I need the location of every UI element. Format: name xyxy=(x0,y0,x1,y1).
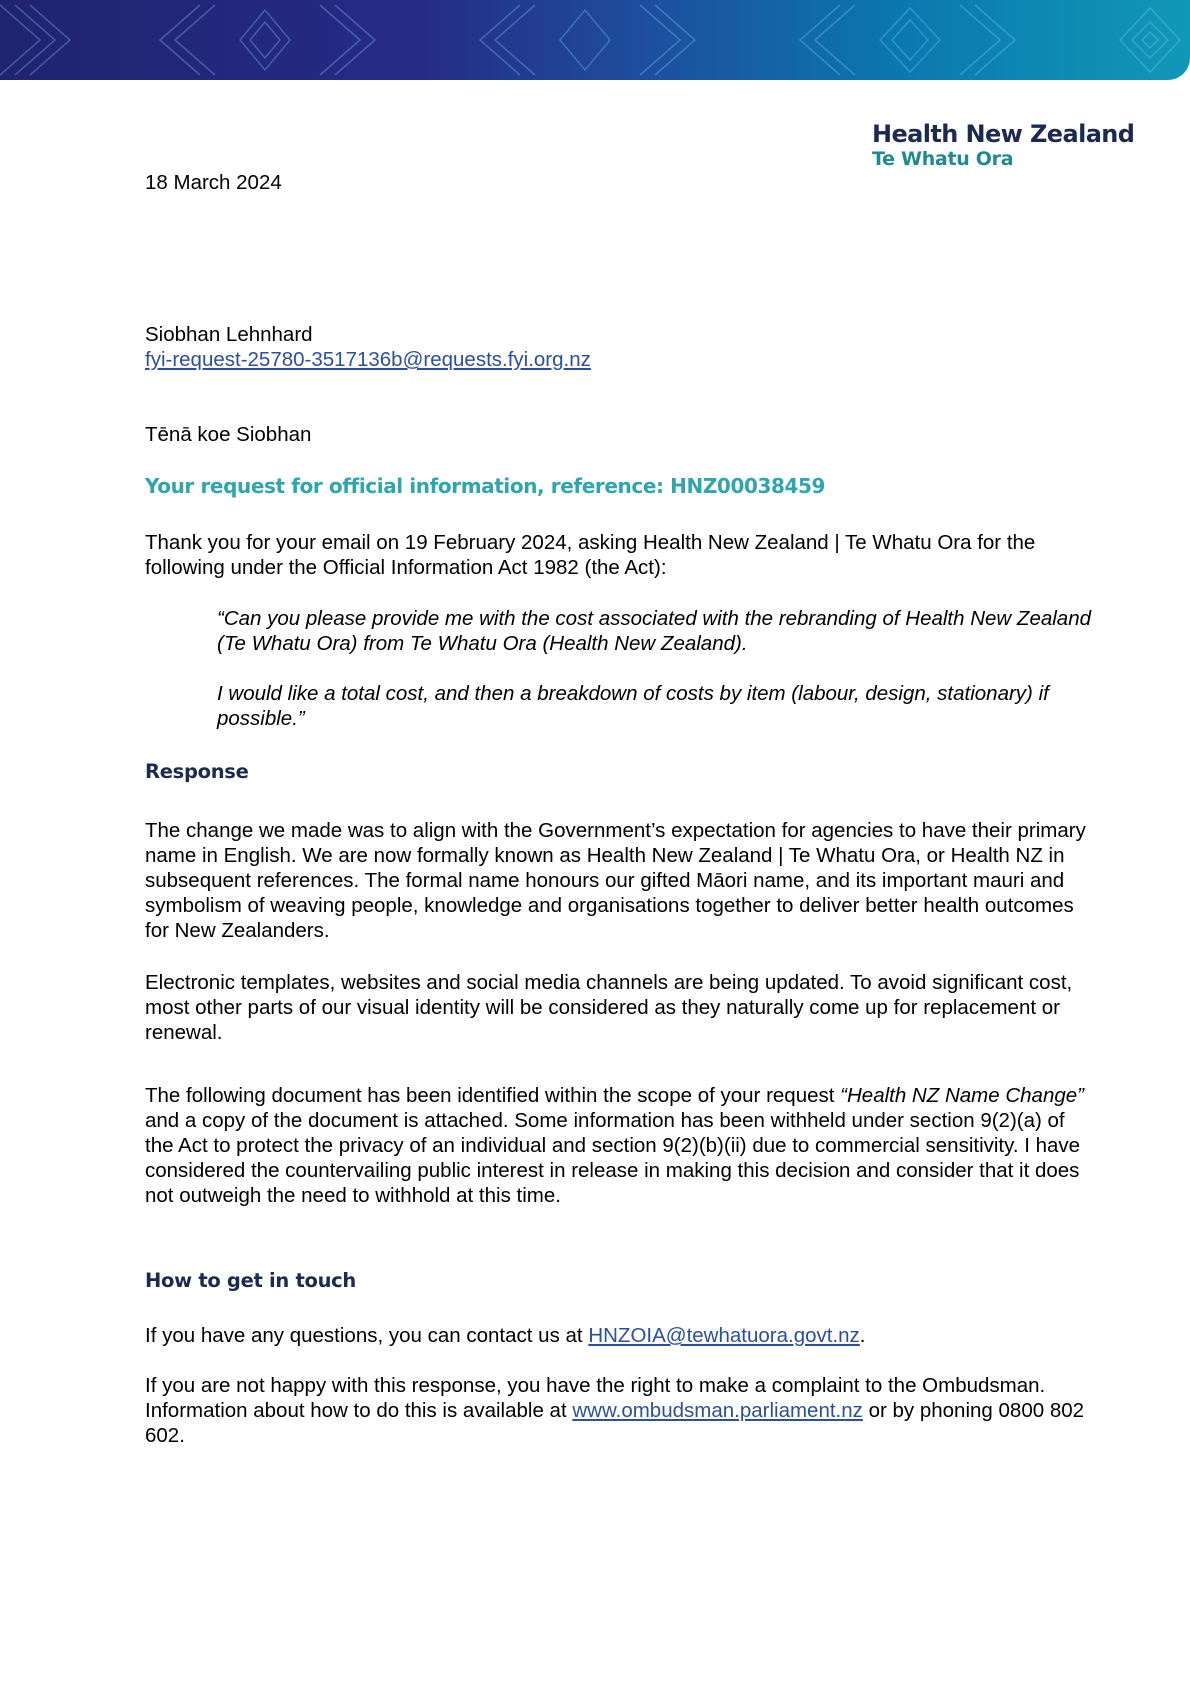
ombudsman-text-end: or by phoning 0800 802 602. xyxy=(145,1399,1085,1447)
ombudsman-link[interactable]: www.ombudsman.parliament.nz xyxy=(572,1399,863,1422)
recipient-email-link[interactable]: fyi-request-25780-3517136b@requests.fyi.org.nz xyxy=(145,348,591,371)
response-paragraph-3 xyxy=(145,1083,1090,1208)
contact-paragraph-1 xyxy=(145,1323,1105,1348)
intro-paragraph: Thank you for your email on 19 February 2024, asking Health New Zealand | Te Whatu Ora for the following under the Official Information Act 1982 (the Act): xyxy=(145,531,1036,579)
ombudsman-text: If you are not happy with this response, you have the right to make a complaint to the Ombudsman. Information about how to do this is available at xyxy=(145,1374,1046,1422)
logo-title: Health New Zealand xyxy=(872,120,1135,148)
greeting: Tēnā koe Siobhan xyxy=(145,423,312,446)
subject-heading: Your request for official information, reference: HNZ00038459 xyxy=(145,474,826,498)
letter-date: 18 March 2024 xyxy=(145,171,282,194)
response-heading: Response xyxy=(145,760,249,783)
health-nz-logo xyxy=(872,120,1134,170)
oia-email-link[interactable]: HNZOIA@tewhatuora.govt.nz xyxy=(588,1324,860,1347)
contact-heading: How to get in touch xyxy=(145,1269,357,1292)
logo-subtitle: Te Whatu Ora xyxy=(872,148,1014,170)
woven-pattern-icon xyxy=(0,0,1190,80)
response-p3-text-rest: and a copy of the document is attached. Some information has been withheld under section 9(2)(a) of the Act to protect the privacy of an individual and section 9(2)(b)(ii) due to commercial sensitivity. I have considered the countervailing public interest in release in making this decision and consider that it does not outweigh the need to withhold at this time. xyxy=(145,1109,1081,1207)
response-p3-text: The following document has been identified within the scope of your request xyxy=(145,1084,841,1107)
contact-text-end: . xyxy=(859,1324,866,1347)
quote-paragraph-2: I would like a total cost, and then a breakdown of costs by item (labour, design, stationary) if possible.” xyxy=(217,682,1049,730)
contact-text: If you have any questions, you can contact us at xyxy=(145,1324,589,1347)
header-banner xyxy=(0,0,1190,80)
response-paragraph-2: Electronic templates, websites and social media channels are being updated. To avoid significant cost, most other parts of our visual identity will be considered as they naturally come up for replacement or renewal. xyxy=(145,971,1073,1044)
response-paragraph-1: The change we made was to align with the Government’s expectation for agencies to have their primary name in English. We are now formally known as Health New Zealand | Te Whatu Ora, or Health NZ in subsequent references. The formal name honours our gifted Māori name, and its important mauri and symbolism of weaving people, knowledge and organisations together to deliver better health outcomes for New Zealanders. xyxy=(145,819,1086,942)
contact-paragraph-2 xyxy=(145,1373,1090,1448)
quote-paragraph-1: “Can you please provide me with the cost associated with the rebranding of Health New Zealand (Te Whatu Ora) from Te Whatu Ora (Health New Zealand). xyxy=(217,607,1092,655)
recipient-name: Siobhan Lehnhard xyxy=(145,323,313,346)
document-title: “Health NZ Name Change” xyxy=(840,1084,1084,1107)
